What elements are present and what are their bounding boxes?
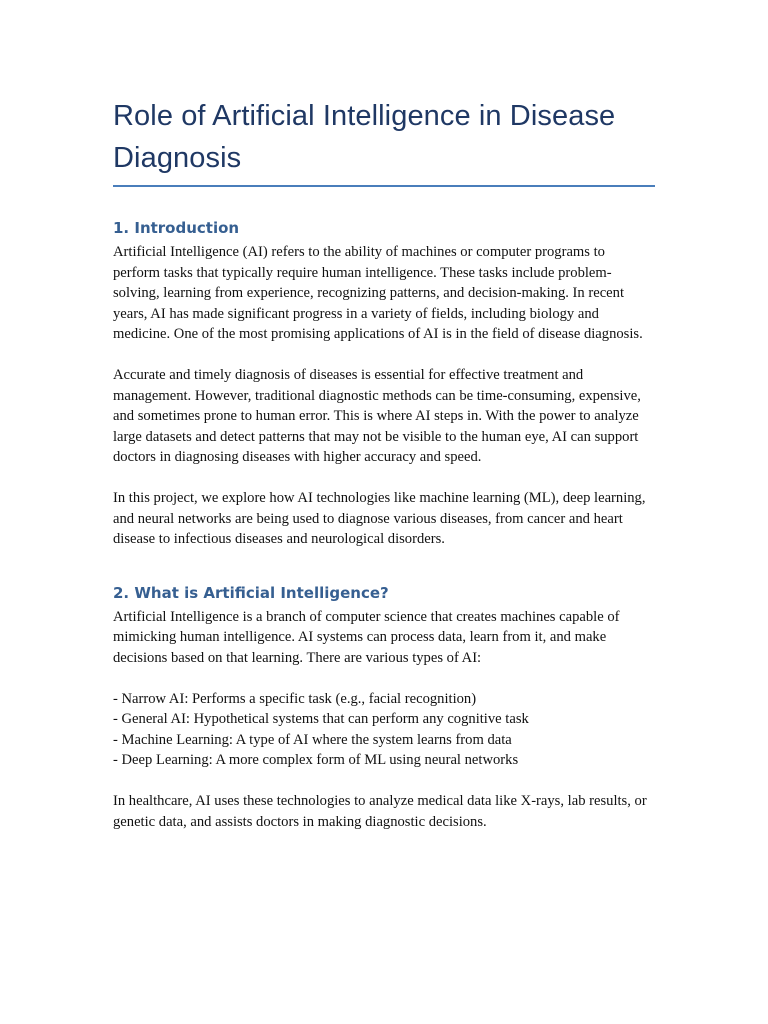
paragraph: Artificial Intelligence is a branch of computer science that creates machines capable of mimicking human intelligence. AI systems can process data, learn from it, and make decisions based on that learning. There are various types of AI: <box>113 608 620 666</box>
document-page <box>113 95 655 865</box>
list-item: - General AI: Hypothetical systems that can perform any cognitive task <box>113 711 529 727</box>
title-underline <box>113 185 655 187</box>
ai-types-list <box>113 689 655 771</box>
section-introduction <box>113 218 655 550</box>
section-what-is-ai <box>113 583 655 833</box>
section-heading: 1. Introduction <box>113 219 240 237</box>
paragraph: In this project, we explore how AI technologies like machine learning (ML), deep learning, and neural networks are being used to diagnose various diseases, from cancer and heart disease to infectious diseases and neurological disorders. <box>113 490 646 547</box>
paragraph: In healthcare, AI uses these technologies to analyze medical data like X-rays, lab results, or genetic data, and assists doctors in making diagnostic decisions. <box>113 793 647 830</box>
list-item: - Machine Learning: A type of AI where the system learns from data <box>113 731 512 748</box>
paragraph: Accurate and timely diagnosis of diseases is essential for effective treatment and management. However, traditional diagnostic methods can be time-consuming, expensive, and sometimes prone to human error. This is where AI steps in. With the power to analyze large datasets and detect patterns that may not be visible to the human eye, AI can support doctors in diagnosing diseases with higher accuracy and speed. <box>113 367 641 465</box>
list-item: - Deep Learning: A more complex form of ML using neural networks <box>113 752 519 768</box>
section-heading: 2. What is Artificial Intelligence? <box>113 583 389 602</box>
document-title: Role of Artificial Intelligence in Disease Diagnosis <box>113 100 616 174</box>
list-item: - Narrow AI: Performs a specific task (e.g., facial recognition) <box>113 690 477 707</box>
paragraph: Artificial Intelligence (AI) refers to the ability of machines or computer programs to perform tasks that typically require human intelligence. These tasks include problem-solving, learning from experience, recognizing patterns, and decision-making. In recent years, AI has made significant progress in a variety of fields, including biology and medicine. One of the most promising applications of AI is in the field of disease diagnosis. <box>113 244 643 342</box>
